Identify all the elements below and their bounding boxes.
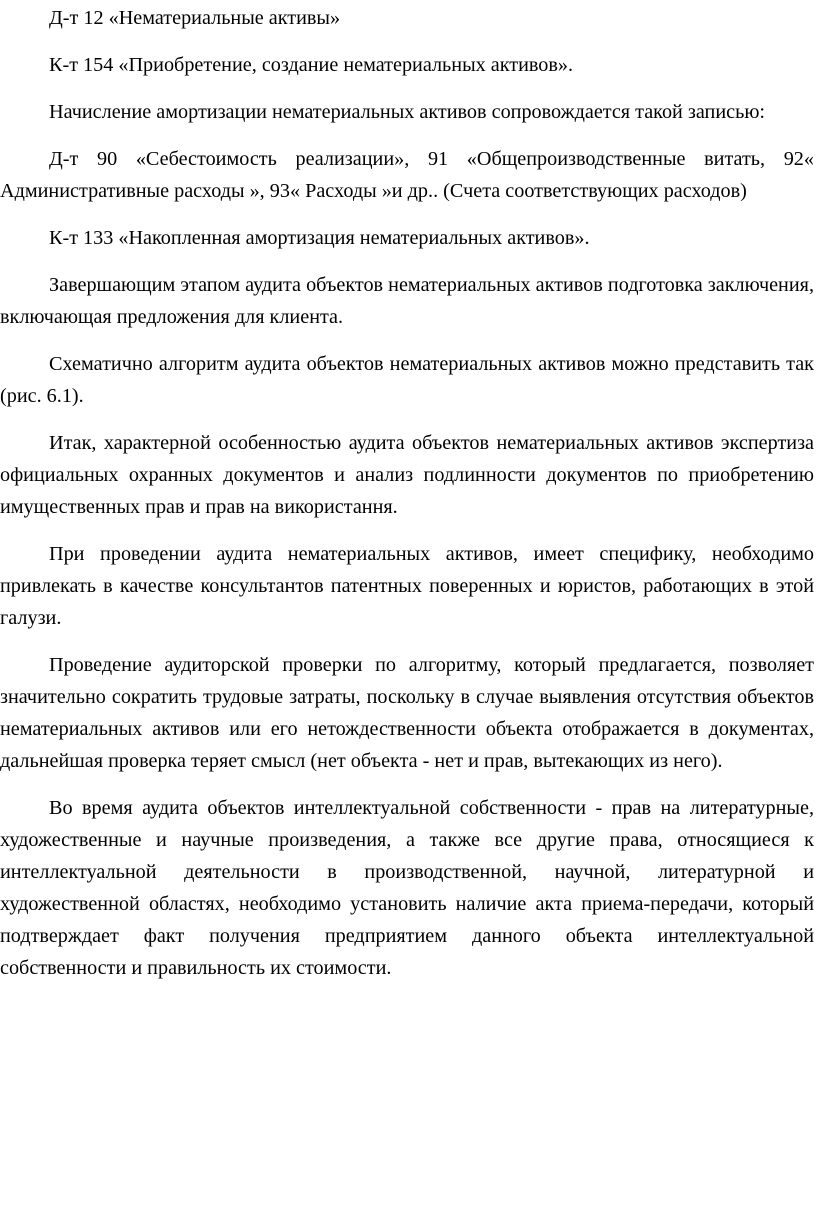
paragraph-intellectual-property: Во время аудита объектов интеллектуальной собственности - прав на литературные, художественные и научные произведения, а также все другие права, относящиеся к интеллектуальной деятельности в производственной, научной, литературной и художественной областях, необходимо установить наличие акта приема-передачи, который подтверждает факт получения предприятием данного объекта интеллектуальной собственности и правильность их стоимости. <box>0 797 814 979</box>
paragraph-debit-90: Д-т 90 «Себестоимость реализации», 91 «Общепроизводственные витать, 92« Административные расходы », 93« Расходы »и др.. (Счета соответствующих расходов) <box>0 148 814 202</box>
paragraph-algorithm: Схематично алгоритм аудита объектов нематериальных активов можно представить так (рис. 6.1). <box>0 353 814 407</box>
paragraph-credit-154: К-т 154 «Приобретение, создание нематериальных активов». <box>49 54 574 76</box>
paragraph-amortization: Начисление амортизации нематериальных активов сопровождается такой записью: <box>49 101 766 123</box>
paragraph-specifics: При проведении аудита нематериальных активов, имеет специфику, необходимо привлекать в качестве консультантов патентных поверенных и юристов, работающих в этой галузи. <box>0 543 814 629</box>
paragraph-credit-133: К-т 133 «Накопленная амортизация нематериальных активов». <box>49 227 590 249</box>
paragraph-debit-12: Д-т 12 «Нематериальные активы» <box>49 7 341 29</box>
paragraph-final-stage: Завершающим этапом аудита объектов нематериальных активов подготовка заключения, включающая предложения для клиента. <box>0 274 814 328</box>
paragraph-audit-check: Проведение аудиторской проверки по алгоритму, который предлагается, позволяет значительно сократить трудовые затраты, поскольку в случае выявления отсутствия объектов нематериальных активов или его нетождественности объекта отображается в документах, дальнейшая проверка теряет смысл (нет объекта - нет и прав, вытекающих из него). <box>0 654 814 772</box>
paragraph-feature: Итак, характерной особенностью аудита объектов нематериальных активов экспертиза официальных охранных документов и анализ подлинности документов по приобретению имущественных прав и прав на використання. <box>0 432 814 518</box>
